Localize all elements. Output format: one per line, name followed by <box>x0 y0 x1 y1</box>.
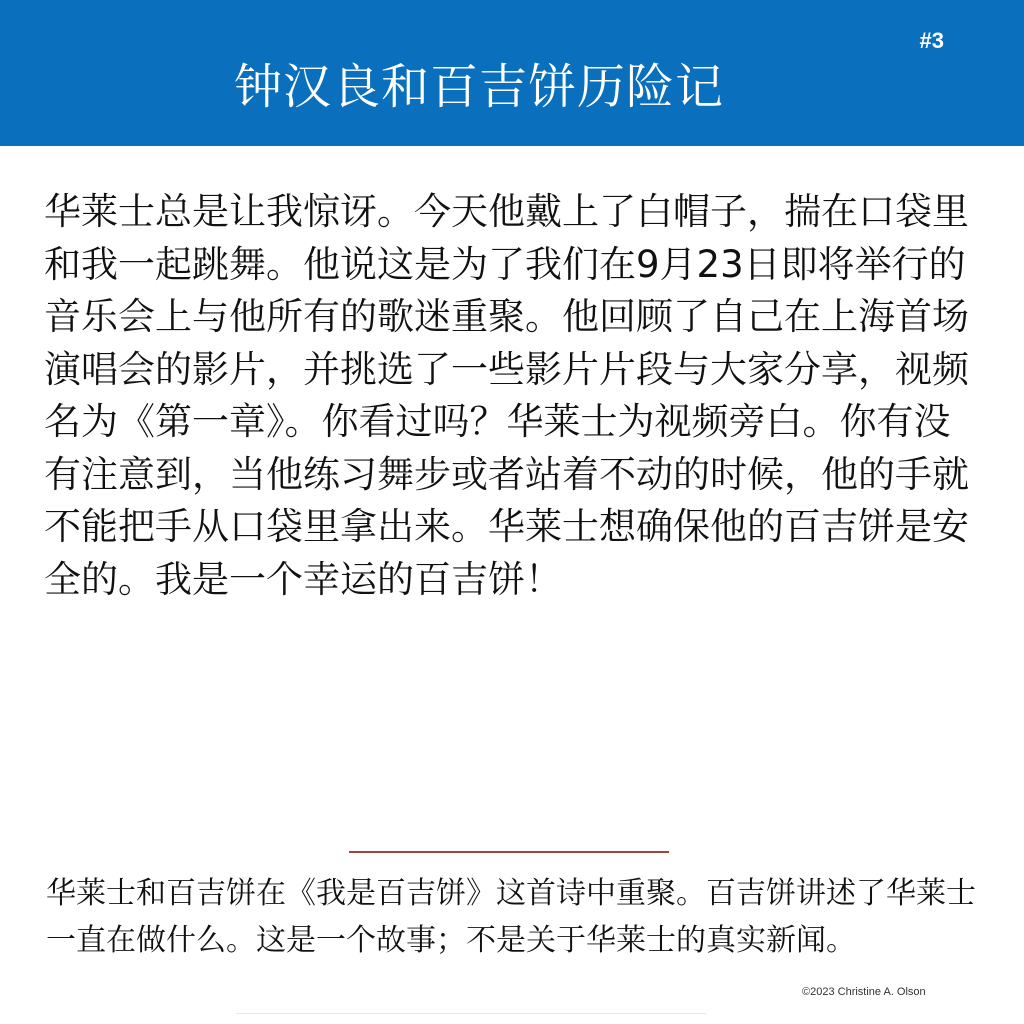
header-banner <box>0 0 1024 146</box>
footnote-text: 华莱士和百吉饼在《我是百吉饼》这首诗中重聚。百吉饼讲述了华莱士一直在做什么。这是一个故事；不是关于华莱士的真实新闻。 <box>46 876 976 958</box>
bottom-rule <box>236 1013 706 1014</box>
page-title: 钟汉良和百吉饼历险记 <box>233 59 724 115</box>
story-text: 华莱士总是让我惊讶。今天他戴上了白帽子，揣在口袋里和我一起跳舞。他说这是为了我们在9月23日即将举行的音乐会上与他所有的歌迷重聚。他回顾了自己在上海首场演唱会的影片，并挑选了一些影片片段与大家分享，视频名为《第一章》。你看过吗？华莱士为视频旁白。你有没有注意到，当他练习舞步或者站着不动的时候，他的手就不能把手从口袋里拿出来。华莱士想确保他的百吉饼是安全的。我是一个幸运的百吉饼！ <box>44 190 969 601</box>
issue-number: #3 <box>919 28 944 53</box>
section-divider <box>349 851 669 853</box>
copyright-notice: ©2023 Christine A. Olson <box>802 986 926 998</box>
